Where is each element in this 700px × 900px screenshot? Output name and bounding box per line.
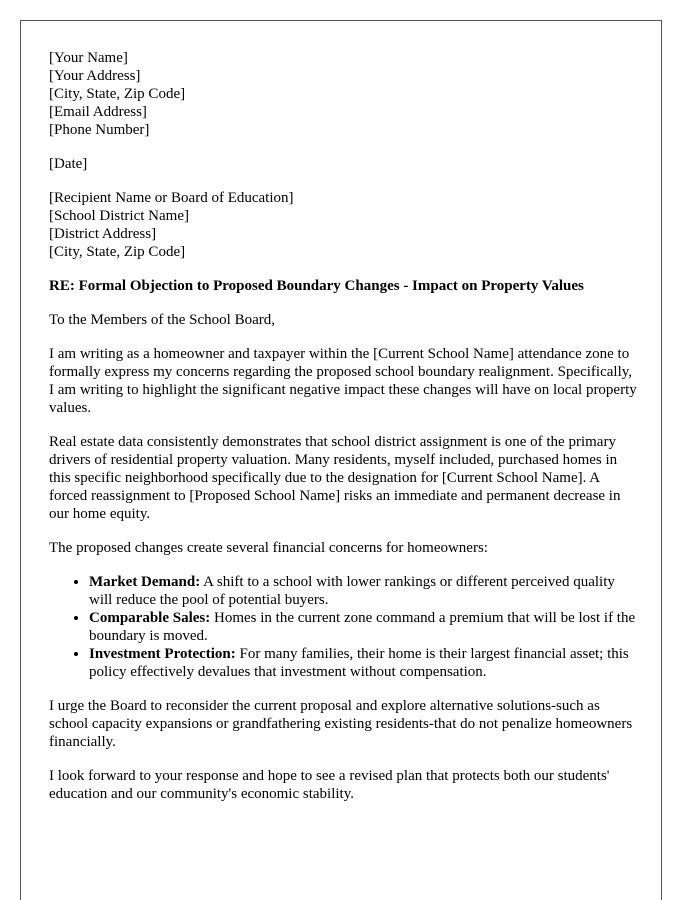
sender-city-state-zip: [City, State, Zip Code]: [49, 86, 186, 102]
concern-text: For many families, their home is their largest financial asset; this policy effectively devalues that investment without compensation.: [89, 646, 629, 680]
body-paragraph-1: I am writing as a homeowner and taxpayer within the [Current School Name] attendance zone to formally express my concerns regarding the proposed school boundary realignment. Specifically, I am writing to highlight the significant negative impact these changes will have on local property values.: [49, 346, 637, 416]
sender-name: [Your Name]: [49, 50, 128, 66]
concerns-list: [49, 573, 637, 681]
concern-item-investment-protection: [89, 645, 637, 681]
concern-item-comparable-sales: [89, 609, 637, 645]
subject-line: RE: Formal Objection to Proposed Boundary Changes - Impact on Property Values: [49, 278, 584, 294]
sender-block: [49, 49, 637, 139]
letter-date: [Date]: [49, 156, 88, 172]
sender-email: [Email Address]: [49, 104, 147, 120]
concern-title: Comparable Sales:: [89, 610, 211, 626]
letter-content: [49, 49, 637, 819]
sender-address: [Your Address]: [49, 68, 141, 84]
concern-item-market-demand: [89, 573, 637, 609]
date-block: [49, 155, 637, 173]
recipient-city-state-zip: [City, State, Zip Code]: [49, 244, 186, 260]
closing-paragraph-2: I look forward to your response and hope to see a revised plan that protects both our students' education and our community's economic stability.: [49, 768, 610, 802]
letter-page: [20, 20, 662, 900]
concern-text: Homes in the current zone command a premium that will be lost if the boundary is moved.: [89, 610, 636, 644]
concern-title: Market Demand:: [89, 574, 201, 590]
body-paragraph-2: Real estate data consistently demonstrates that school district assignment is one of the primary drivers of residential property valuation. Many residents, myself included, purchased homes in this specific neighborhood specifically due to the designation for [Current School Name]. A forced reassignment to [Proposed School Name] risks an immediate and permanent decrease in our home equity.: [49, 434, 621, 522]
recipient-name: [Recipient Name or Board of Education]: [49, 190, 294, 206]
recipient-address: [District Address]: [49, 226, 157, 242]
closing-paragraph-1: I urge the Board to reconsider the current proposal and explore alternative solutions-such as school capacity expansions or grandfathering existing residents-that do not penalize homeowners financially.: [49, 698, 633, 750]
body-paragraph-3: The proposed changes create several financial concerns for homeowners:: [49, 540, 488, 556]
salutation: To the Members of the School Board,: [49, 312, 275, 328]
sender-phone: [Phone Number]: [49, 122, 150, 138]
concern-title: Investment Protection:: [89, 646, 236, 662]
recipient-district: [School District Name]: [49, 208, 189, 224]
recipient-block: [49, 189, 637, 261]
concern-text: A shift to a school with lower rankings or different perceived quality will reduce the pool of potential buyers.: [89, 574, 615, 608]
